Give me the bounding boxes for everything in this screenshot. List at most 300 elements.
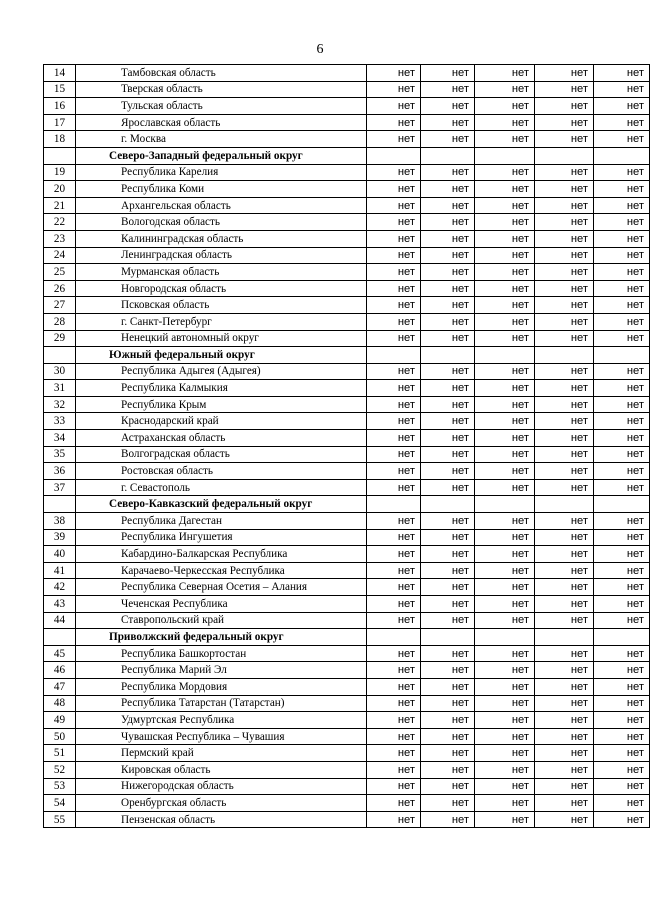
value-cell: нет <box>475 728 535 745</box>
value-cell: нет <box>367 795 421 812</box>
value-cell: нет <box>475 181 535 198</box>
region-name: г. Москва <box>76 131 367 148</box>
value-cell: нет <box>421 579 475 596</box>
region-name: Пензенская область <box>76 811 367 828</box>
value-cell: нет <box>367 612 421 629</box>
value-cell: нет <box>535 612 594 629</box>
value-cell: нет <box>475 380 535 397</box>
value-cell: нет <box>421 230 475 247</box>
row-number: 21 <box>44 197 76 214</box>
value-cell: нет <box>421 479 475 496</box>
value-cell: нет <box>535 65 594 82</box>
value-cell: нет <box>594 562 650 579</box>
value-cell: нет <box>475 214 535 231</box>
value-cell: нет <box>367 596 421 613</box>
row-number: 44 <box>44 612 76 629</box>
region-name: г. Севастополь <box>76 479 367 496</box>
value-cell: нет <box>421 529 475 546</box>
row-number: 45 <box>44 645 76 662</box>
region-name: Псковская область <box>76 297 367 314</box>
value-cell: нет <box>367 645 421 662</box>
value-cell: нет <box>594 264 650 281</box>
value-cell: нет <box>421 463 475 480</box>
value-cell: нет <box>475 247 535 264</box>
region-name: Республика Марий Эл <box>76 662 367 679</box>
row-number: 51 <box>44 745 76 762</box>
value-cell: нет <box>475 795 535 812</box>
table-row <box>44 529 650 546</box>
row-number: 37 <box>44 479 76 496</box>
row-number: 39 <box>44 529 76 546</box>
value-cell: нет <box>421 728 475 745</box>
table-row <box>44 645 650 662</box>
region-name: Калининградская область <box>76 230 367 247</box>
district-header-empty-cell <box>535 347 594 364</box>
table-row <box>44 181 650 198</box>
value-cell: нет <box>367 230 421 247</box>
table-row <box>44 778 650 795</box>
value-cell: нет <box>421 662 475 679</box>
value-cell: нет <box>594 811 650 828</box>
region-name: Архангельская область <box>76 197 367 214</box>
district-title: Южный федеральный округ <box>76 347 367 364</box>
value-cell: нет <box>367 197 421 214</box>
value-cell: нет <box>535 81 594 98</box>
district-header-empty-cell <box>475 147 535 164</box>
value-cell: нет <box>421 330 475 347</box>
table-row <box>44 230 650 247</box>
value-cell: нет <box>367 164 421 181</box>
table-row <box>44 662 650 679</box>
value-cell: нет <box>367 280 421 297</box>
region-name: Тамбовская область <box>76 65 367 82</box>
value-cell: нет <box>594 114 650 131</box>
value-cell: нет <box>594 529 650 546</box>
region-name: Чеченская Республика <box>76 596 367 613</box>
value-cell: нет <box>367 562 421 579</box>
value-cell: нет <box>475 330 535 347</box>
value-cell: нет <box>475 761 535 778</box>
region-name: Республика Коми <box>76 181 367 198</box>
value-cell: нет <box>367 678 421 695</box>
value-cell: нет <box>594 513 650 530</box>
table-row <box>44 463 650 480</box>
region-name: Республика Северная Осетия – Алания <box>76 579 367 596</box>
value-cell: нет <box>594 695 650 712</box>
row-number: 23 <box>44 230 76 247</box>
value-cell: нет <box>421 65 475 82</box>
value-cell: нет <box>421 214 475 231</box>
value-cell: нет <box>594 313 650 330</box>
value-cell: нет <box>535 197 594 214</box>
value-cell: нет <box>367 98 421 115</box>
value-cell: нет <box>535 761 594 778</box>
value-cell: нет <box>475 712 535 729</box>
row-number: 50 <box>44 728 76 745</box>
value-cell: нет <box>594 430 650 447</box>
value-cell: нет <box>367 81 421 98</box>
row-number: 34 <box>44 430 76 447</box>
row-number: 25 <box>44 264 76 281</box>
value-cell: нет <box>475 164 535 181</box>
district-title: Северо-Кавказский федеральный округ <box>76 496 367 513</box>
value-cell: нет <box>594 131 650 148</box>
value-cell: нет <box>421 131 475 148</box>
value-cell: нет <box>475 479 535 496</box>
value-cell: нет <box>421 795 475 812</box>
value-cell: нет <box>421 313 475 330</box>
value-cell: нет <box>594 612 650 629</box>
value-cell: нет <box>475 446 535 463</box>
table-row <box>44 65 650 82</box>
region-name: Оренбургская область <box>76 795 367 812</box>
district-header-empty-cell <box>594 629 650 646</box>
row-number: 42 <box>44 579 76 596</box>
value-cell: нет <box>535 662 594 679</box>
table-row <box>44 81 650 98</box>
value-cell: нет <box>421 761 475 778</box>
table-row <box>44 695 650 712</box>
value-cell: нет <box>421 546 475 563</box>
table-row <box>44 114 650 131</box>
value-cell: нет <box>475 562 535 579</box>
value-cell: нет <box>367 662 421 679</box>
row-number: 46 <box>44 662 76 679</box>
row-number: 22 <box>44 214 76 231</box>
value-cell: нет <box>594 297 650 314</box>
value-cell: нет <box>367 579 421 596</box>
region-name: Республика Башкортостан <box>76 645 367 662</box>
region-name: Республика Дагестан <box>76 513 367 530</box>
value-cell: нет <box>421 181 475 198</box>
region-name: Республика Мордовия <box>76 678 367 695</box>
value-cell: нет <box>535 695 594 712</box>
district-header-row <box>44 496 650 513</box>
value-cell: нет <box>367 811 421 828</box>
value-cell: нет <box>421 197 475 214</box>
table-row <box>44 396 650 413</box>
value-cell: нет <box>367 114 421 131</box>
value-cell: нет <box>421 363 475 380</box>
value-cell: нет <box>475 662 535 679</box>
value-cell: нет <box>475 98 535 115</box>
table-row <box>44 562 650 579</box>
value-cell: нет <box>535 513 594 530</box>
table-row <box>44 380 650 397</box>
row-number: 40 <box>44 546 76 563</box>
value-cell: нет <box>594 479 650 496</box>
table-row <box>44 330 650 347</box>
value-cell: нет <box>475 430 535 447</box>
value-cell: нет <box>421 446 475 463</box>
region-name: Вологодская область <box>76 214 367 231</box>
value-cell: нет <box>535 546 594 563</box>
value-cell: нет <box>367 513 421 530</box>
row-number: 24 <box>44 247 76 264</box>
value-cell: нет <box>421 811 475 828</box>
district-header-empty-cell <box>594 496 650 513</box>
value-cell: нет <box>535 297 594 314</box>
row-number: 31 <box>44 380 76 397</box>
value-cell: нет <box>421 695 475 712</box>
value-cell: нет <box>475 811 535 828</box>
value-cell: нет <box>475 413 535 430</box>
value-cell: нет <box>535 181 594 198</box>
value-cell: нет <box>367 247 421 264</box>
row-number: 55 <box>44 811 76 828</box>
value-cell: нет <box>475 230 535 247</box>
district-header-num-cell <box>44 147 76 164</box>
value-cell: нет <box>594 330 650 347</box>
region-name: Карачаево-Черкесская Республика <box>76 562 367 579</box>
value-cell: нет <box>535 313 594 330</box>
district-header-empty-cell <box>421 347 475 364</box>
value-cell: нет <box>421 264 475 281</box>
table-row <box>44 596 650 613</box>
value-cell: нет <box>535 380 594 397</box>
table-row <box>44 98 650 115</box>
table-row <box>44 313 650 330</box>
row-number: 15 <box>44 81 76 98</box>
table-row <box>44 745 650 762</box>
row-number: 19 <box>44 164 76 181</box>
value-cell: нет <box>594 778 650 795</box>
row-number: 27 <box>44 297 76 314</box>
value-cell: нет <box>535 529 594 546</box>
region-name: Ярославская область <box>76 114 367 131</box>
value-cell: нет <box>367 131 421 148</box>
value-cell: нет <box>475 114 535 131</box>
value-cell: нет <box>535 264 594 281</box>
value-cell: нет <box>367 363 421 380</box>
row-number: 52 <box>44 761 76 778</box>
region-name: Кировская область <box>76 761 367 778</box>
table-row <box>44 430 650 447</box>
value-cell: нет <box>421 513 475 530</box>
table-row <box>44 197 650 214</box>
row-number: 35 <box>44 446 76 463</box>
region-name: Республика Татарстан (Татарстан) <box>76 695 367 712</box>
value-cell: нет <box>475 313 535 330</box>
value-cell: нет <box>367 778 421 795</box>
row-number: 14 <box>44 65 76 82</box>
district-header-row <box>44 147 650 164</box>
value-cell: нет <box>421 678 475 695</box>
value-cell: нет <box>535 98 594 115</box>
value-cell: нет <box>367 479 421 496</box>
value-cell: нет <box>594 645 650 662</box>
row-number: 28 <box>44 313 76 330</box>
district-title: Северо-Западный федеральный округ <box>76 147 367 164</box>
value-cell: нет <box>367 264 421 281</box>
row-number: 49 <box>44 712 76 729</box>
value-cell: нет <box>535 596 594 613</box>
region-name: Республика Ингушетия <box>76 529 367 546</box>
value-cell: нет <box>535 778 594 795</box>
value-cell: нет <box>421 430 475 447</box>
value-cell: нет <box>535 413 594 430</box>
value-cell: нет <box>535 811 594 828</box>
value-cell: нет <box>594 81 650 98</box>
region-name: Краснодарский край <box>76 413 367 430</box>
value-cell: нет <box>367 413 421 430</box>
region-name: Кабардино-Балкарская Республика <box>76 546 367 563</box>
value-cell: нет <box>594 280 650 297</box>
value-cell: нет <box>535 562 594 579</box>
value-cell: нет <box>367 330 421 347</box>
value-cell: нет <box>421 712 475 729</box>
value-cell: нет <box>594 712 650 729</box>
region-name: Астраханская область <box>76 430 367 447</box>
value-cell: нет <box>475 695 535 712</box>
table-row <box>44 297 650 314</box>
table-row <box>44 131 650 148</box>
row-number: 38 <box>44 513 76 530</box>
table-row <box>44 363 650 380</box>
value-cell: нет <box>594 197 650 214</box>
value-cell: нет <box>367 745 421 762</box>
value-cell: нет <box>367 546 421 563</box>
value-cell: нет <box>421 612 475 629</box>
district-header-num-cell <box>44 629 76 646</box>
district-header-empty-cell <box>367 629 421 646</box>
value-cell: нет <box>421 562 475 579</box>
value-cell: нет <box>421 380 475 397</box>
row-number: 16 <box>44 98 76 115</box>
district-header-empty-cell <box>367 147 421 164</box>
table-row <box>44 761 650 778</box>
value-cell: нет <box>594 596 650 613</box>
row-number: 17 <box>44 114 76 131</box>
table-row <box>44 795 650 812</box>
region-name: Ростовская область <box>76 463 367 480</box>
value-cell: нет <box>421 396 475 413</box>
district-header-row <box>44 347 650 364</box>
table-row <box>44 678 650 695</box>
value-cell: нет <box>475 745 535 762</box>
value-cell: нет <box>475 197 535 214</box>
value-cell: нет <box>475 513 535 530</box>
value-cell: нет <box>367 313 421 330</box>
value-cell: нет <box>421 98 475 115</box>
value-cell: нет <box>594 678 650 695</box>
value-cell: нет <box>594 413 650 430</box>
value-cell: нет <box>421 164 475 181</box>
value-cell: нет <box>367 529 421 546</box>
region-name: Удмуртская Республика <box>76 712 367 729</box>
table-body <box>44 65 650 828</box>
value-cell: нет <box>594 546 650 563</box>
value-cell: нет <box>475 81 535 98</box>
value-cell: нет <box>535 247 594 264</box>
value-cell: нет <box>535 164 594 181</box>
row-number: 33 <box>44 413 76 430</box>
region-name: Ленинградская область <box>76 247 367 264</box>
value-cell: нет <box>594 181 650 198</box>
value-cell: нет <box>535 678 594 695</box>
value-cell: нет <box>535 645 594 662</box>
region-name: Республика Адыгея (Адыгея) <box>76 363 367 380</box>
district-header-empty-cell <box>367 347 421 364</box>
value-cell: нет <box>535 214 594 231</box>
regions-table <box>43 64 650 828</box>
value-cell: нет <box>421 247 475 264</box>
table-row <box>44 612 650 629</box>
value-cell: нет <box>421 778 475 795</box>
table-row <box>44 164 650 181</box>
value-cell: нет <box>475 612 535 629</box>
value-cell: нет <box>594 745 650 762</box>
row-number: 29 <box>44 330 76 347</box>
table-row <box>44 728 650 745</box>
value-cell: нет <box>421 413 475 430</box>
value-cell: нет <box>594 230 650 247</box>
table-row <box>44 264 650 281</box>
value-cell: нет <box>535 430 594 447</box>
district-header-empty-cell <box>594 147 650 164</box>
table-row <box>44 280 650 297</box>
value-cell: нет <box>367 396 421 413</box>
row-number: 48 <box>44 695 76 712</box>
value-cell: нет <box>475 463 535 480</box>
value-cell: нет <box>475 65 535 82</box>
row-number: 53 <box>44 778 76 795</box>
value-cell: нет <box>475 546 535 563</box>
district-header-empty-cell <box>421 147 475 164</box>
value-cell: нет <box>475 396 535 413</box>
value-cell: нет <box>421 745 475 762</box>
row-number: 43 <box>44 596 76 613</box>
value-cell: нет <box>475 645 535 662</box>
region-name: Нижегородская область <box>76 778 367 795</box>
value-cell: нет <box>535 363 594 380</box>
value-cell: нет <box>367 430 421 447</box>
value-cell: нет <box>475 678 535 695</box>
region-name: г. Санкт-Петербург <box>76 313 367 330</box>
value-cell: нет <box>535 463 594 480</box>
table-row <box>44 811 650 828</box>
value-cell: нет <box>475 778 535 795</box>
value-cell: нет <box>367 463 421 480</box>
district-header-row <box>44 629 650 646</box>
district-header-empty-cell <box>421 629 475 646</box>
value-cell: нет <box>367 181 421 198</box>
value-cell: нет <box>535 131 594 148</box>
value-cell: нет <box>421 280 475 297</box>
region-name: Ненецкий автономный округ <box>76 330 367 347</box>
value-cell: нет <box>535 330 594 347</box>
value-cell: нет <box>421 645 475 662</box>
region-name: Тверская область <box>76 81 367 98</box>
value-cell: нет <box>421 81 475 98</box>
region-name: Республика Калмыкия <box>76 380 367 397</box>
value-cell: нет <box>594 446 650 463</box>
value-cell: нет <box>475 363 535 380</box>
district-header-empty-cell <box>535 629 594 646</box>
value-cell: нет <box>535 579 594 596</box>
table-row <box>44 513 650 530</box>
value-cell: нет <box>594 247 650 264</box>
value-cell: нет <box>421 596 475 613</box>
row-number: 41 <box>44 562 76 579</box>
value-cell: нет <box>475 529 535 546</box>
value-cell: нет <box>535 280 594 297</box>
table-row <box>44 479 650 496</box>
table-row <box>44 546 650 563</box>
value-cell: нет <box>535 795 594 812</box>
region-name: Волгоградская область <box>76 446 367 463</box>
value-cell: нет <box>594 761 650 778</box>
